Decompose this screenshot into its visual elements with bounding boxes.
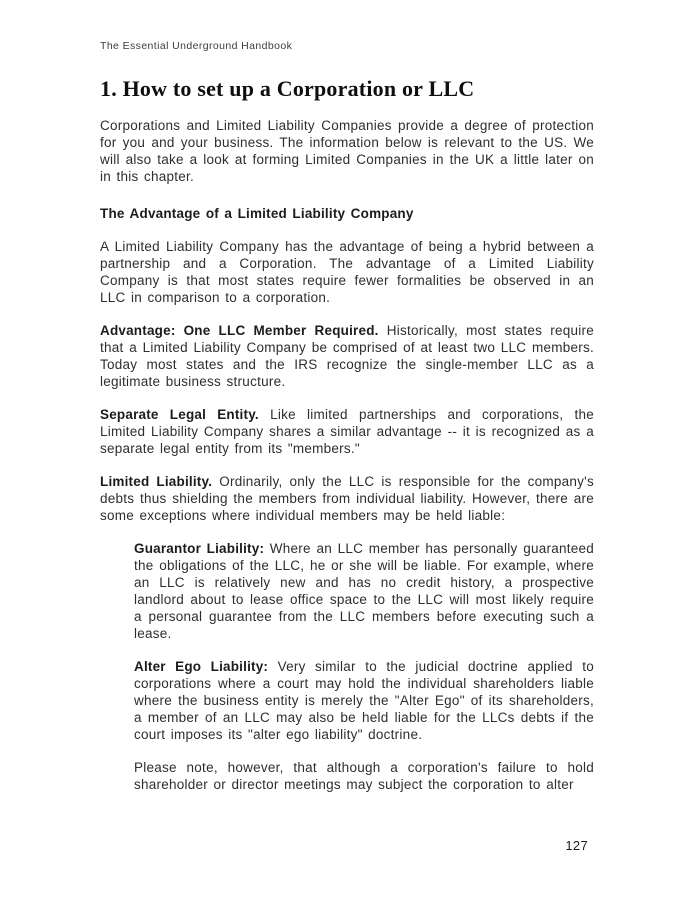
paragraph-lead: Advantage: One LLC Member Required. [100,323,379,338]
paragraph-intro [100,117,594,185]
paragraph-limited-liability [100,473,594,524]
section-heading-llc-advantage [100,205,594,222]
paragraph-alter-ego-liability [134,658,594,743]
paragraph-lead: Limited Liability. [100,474,213,489]
paragraph-separate-entity [100,406,594,457]
section-heading-text: The Advantage of a Limited Liability Company [100,206,414,221]
paragraph-text: Where an LLC member has personally guaranteed the obligations of the LLC, he or she will be liable. For example, where an LLC is relatively new and has no credit history, a prospective landlord about to lease office space to the LLC will most likely require a personal guarantee from the LLC members before executing such a lease. [134,541,595,641]
paragraph-text: Corporations and Limited Liability Companies provide a degree of protection for you and your business. The information below is relevant to the US. We will also take a look at forming Limited Companies in the UK a little later on in this chapter. [100,118,594,184]
paragraph-text: Ordinarily, only the LLC is responsible for the company's debts thus shielding the members from individual liability. However, there are some exceptions where individual members may be held liable: [100,474,594,523]
paragraph-text: Historically, most states require that a Limited Liability Company be comprised of at least two LLC members. Today most states and the IRS recognize the single-member LLC as a legitimate business structure. [100,323,594,389]
paragraph-text: Like limited partnerships and corporations, the Limited Liability Company shares a similar advantage -- it is recognized as a separate legal entity from its "members." [100,407,594,456]
paragraph-text: Very similar to the judicial doctrine applied to corporations where a court may hold the individual shareholders liable where the business entity is merely the "Alter Ego" of its shareholders, a member of an LLC may also be held liable for the LLCs debts if the court imposes its "alter ego liability" doctrine. [134,659,594,742]
paragraph-lead: Guarantor Liability: [134,541,265,556]
page-number: 127 [565,838,588,853]
paragraph-text: A Limited Liability Company has the advantage of being a hybrid between a partnership and a Corporation. The advantage of a Limited Liability Company is that most states require fewer formalities be observed in an LLC in comparison to a corporation. [100,239,594,305]
paragraph-please-note [134,759,594,793]
running-header: The Essential Underground Handbook [100,40,293,52]
paragraph-lead: Alter Ego Liability: [134,659,269,674]
paragraph-guarantor-liability [134,540,594,642]
chapter-title: 1. How to set up a Corporation or LLC [100,76,475,101]
paragraph-lead: Separate Legal Entity. [100,407,259,422]
paragraph-text: Please note, however, that although a corporation's failure to hold shareholder or director meetings may subject the corporation to alter [134,760,594,792]
paragraph-hybrid [100,238,594,306]
paragraph-one-member [100,322,594,390]
body-content [100,117,594,809]
